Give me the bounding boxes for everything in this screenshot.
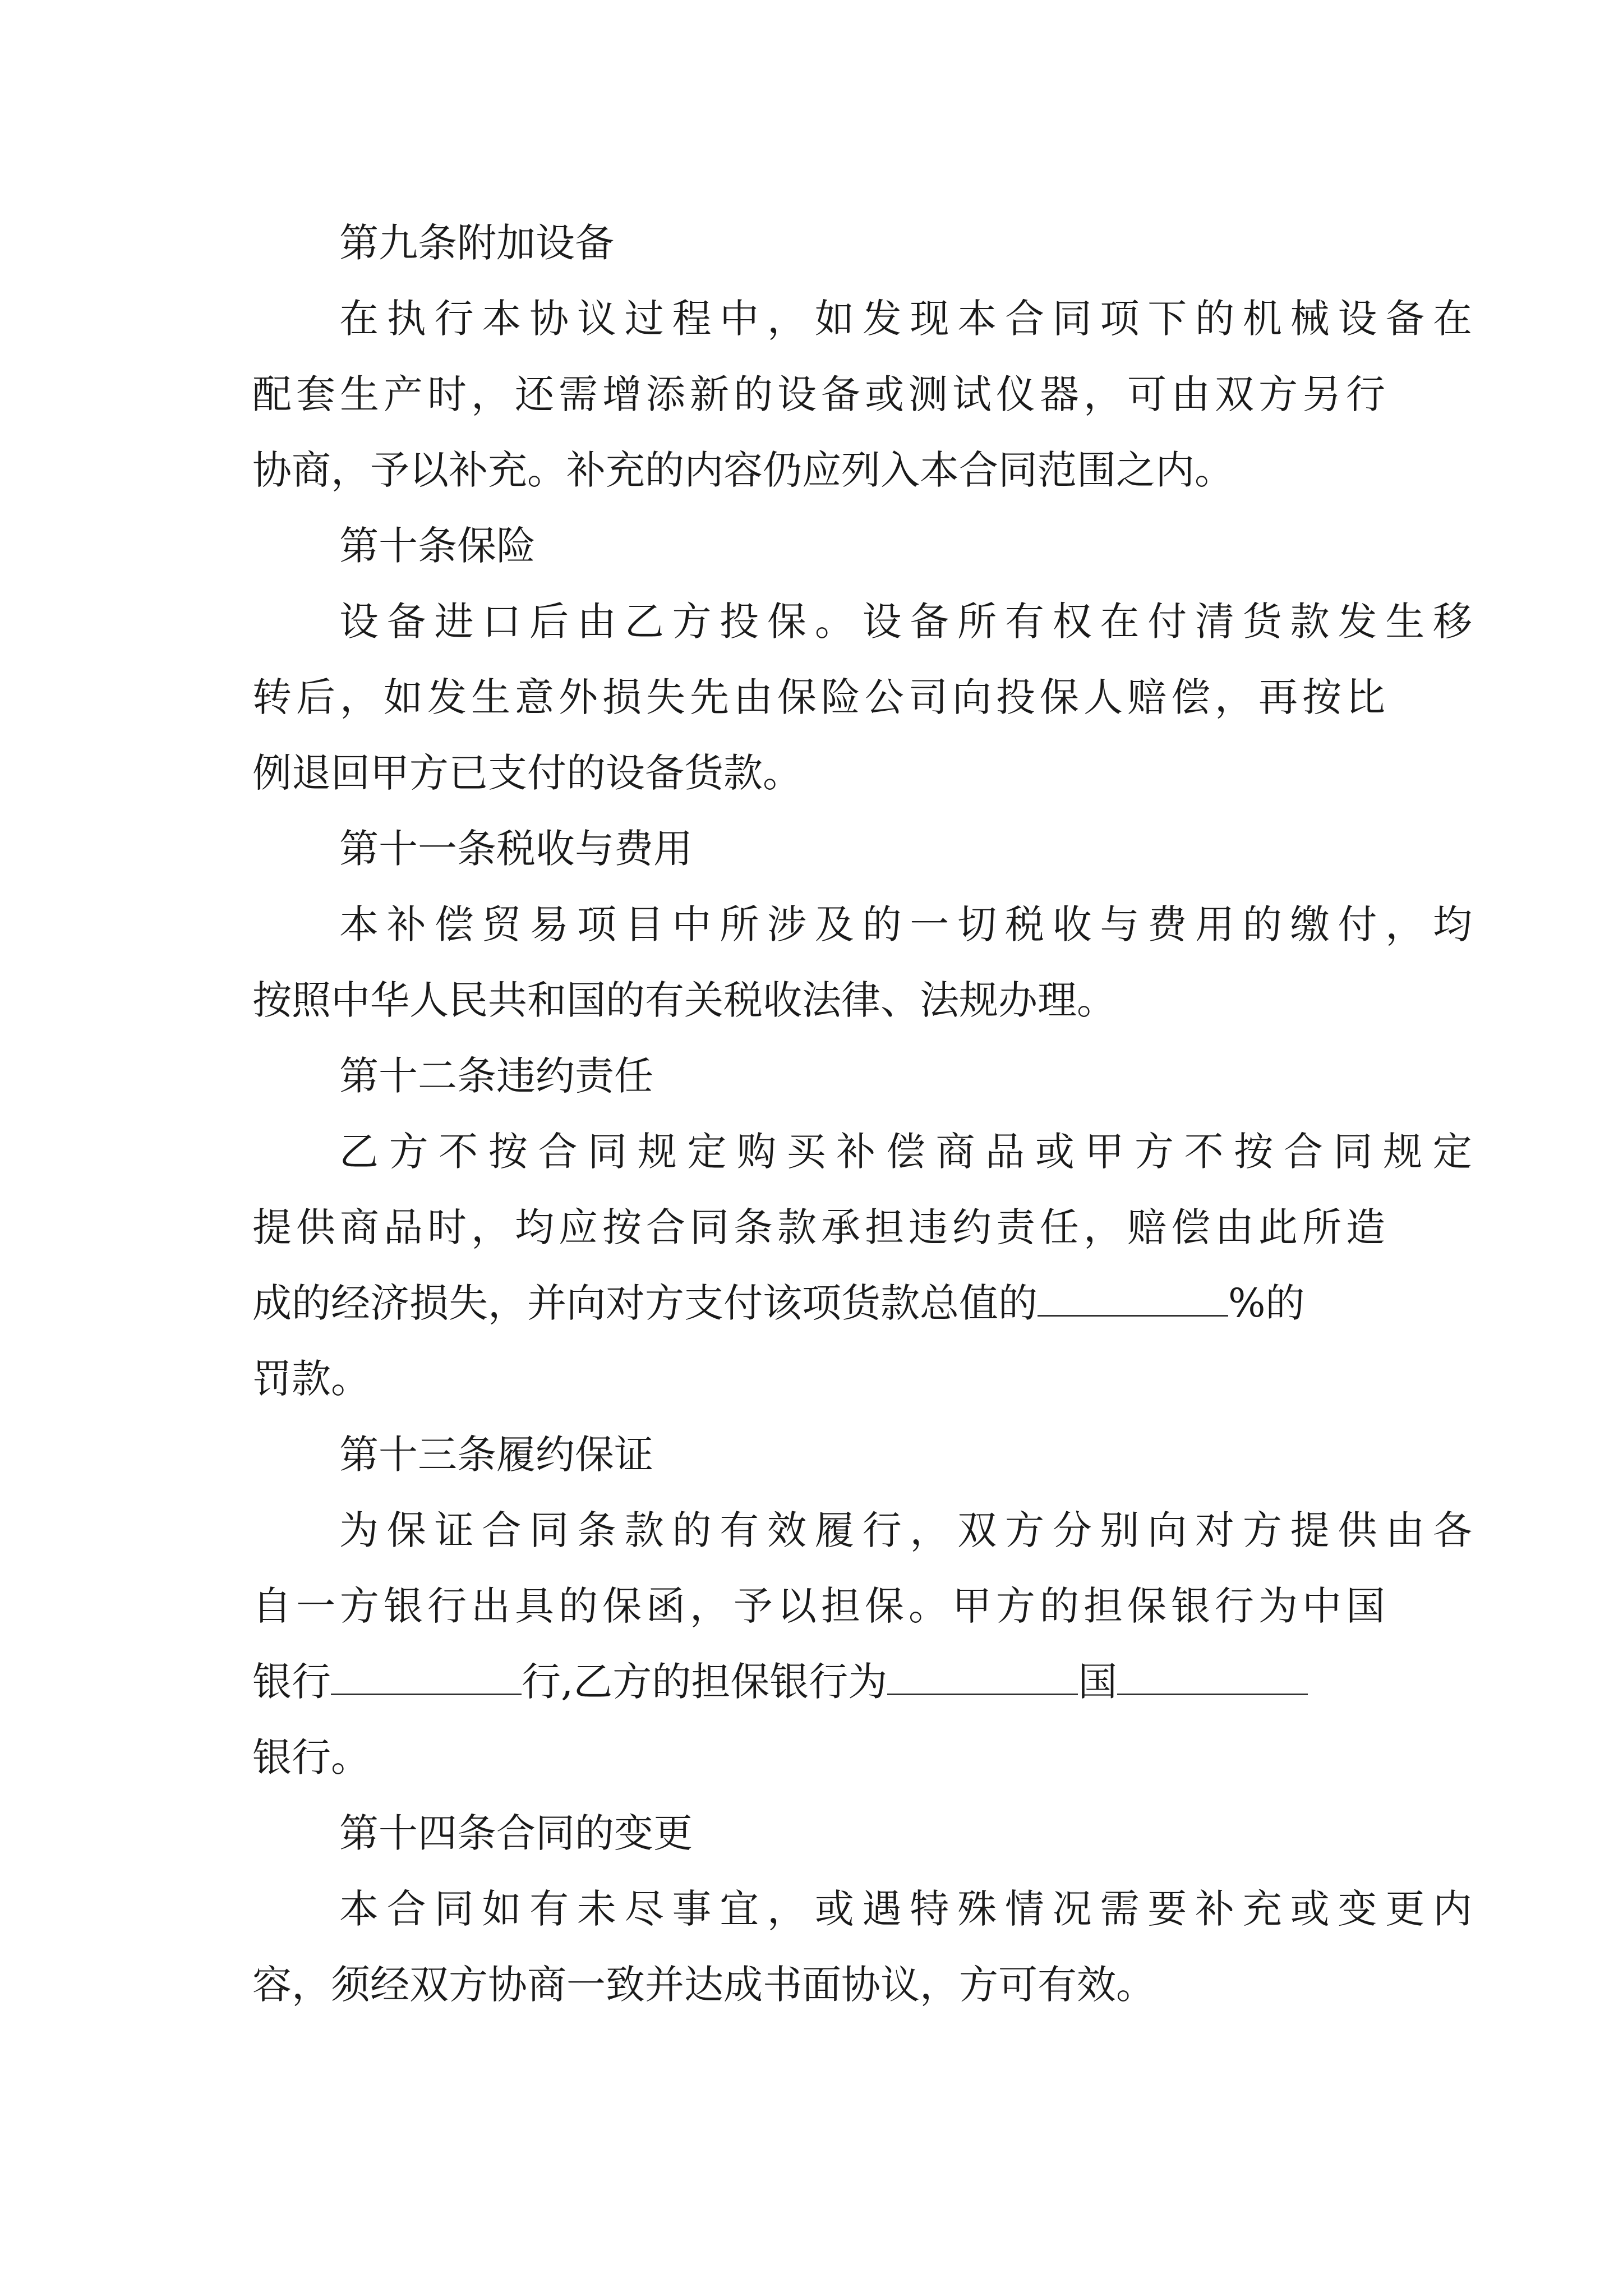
article-13-paragraph-line: 为 保 证 合 同 条 款 的 有 效 履 行 ， 双 方 分 别 向 对 方 提 供 由 各 <box>339 1507 1472 1553</box>
article-14-paragraph-line: 本 合 同 如 有 未 尽 事 宜 ， 或 遇 特 殊 情 况 需 要 补 充 或 变 更 内 <box>339 1886 1472 1932</box>
article-10-paragraph-line: 设 备 进 口 后 由 乙 方 投 保 。 设 备 所 有 权 在 付 清 货 款 发 生 移 <box>339 599 1472 645</box>
article-13-paragraph-line: 自 一 方 银 行 出 具 的 保 函 ， 予 以 担 保 。 甲 方 的 担 保 银 行 为 中 国 <box>252 1583 1385 1629</box>
article-12-paragraph-line: 罚款。 <box>252 1356 370 1402</box>
article-12-paragraph-line <box>252 1278 1385 1328</box>
article-12-heading: 第十二条违约责任 <box>339 1053 653 1099</box>
article-12-paragraph-line: 乙 方 不 按 合 同 规 定 购 买 补 偿 商 品 或 甲 方 不 按 合 同 规 定 <box>339 1129 1472 1175</box>
article-11-paragraph-line: 本 补 偿 贸 易 项 目 中 所 涉 及 的 一 切 税 收 与 费 用 的 缴 付 ， 均 <box>339 901 1472 947</box>
penalty-text-before: 成的经济损失，并向对方支付该项货款总值的 <box>252 1280 1038 1326</box>
article-13-paragraph-line: 银行。 <box>252 1734 370 1780</box>
article-13-heading: 第十三条履约保证 <box>339 1432 653 1478</box>
article-14-heading: 第十四条合同的变更 <box>339 1810 693 1856</box>
yi-bank-name-blank[interactable] <box>1117 1660 1308 1695</box>
article-9-heading: 第九条附加设备 <box>339 220 614 266</box>
penalty-text-after: %的 <box>1228 1280 1305 1326</box>
bank-text-1: 银行 <box>252 1659 331 1705</box>
article-12-paragraph-line: 提 供 商 品 时 ， 均 应 按 合 同 条 款 承 担 违 约 责 任 ， 赔 偿 由 此 所 造 <box>252 1204 1385 1250</box>
penalty-percent-blank[interactable] <box>1038 1281 1228 1317</box>
article-10-heading: 第十条保险 <box>339 523 536 569</box>
article-9-paragraph-line: 配 套 生 产 时 ， 还 需 增 添 新 的 设 备 或 测 试 仪 器 ， 可 由 双 方 另 行 <box>252 371 1385 417</box>
article-13-paragraph-line <box>252 1657 1385 1707</box>
bank-text-3: 国 <box>1078 1659 1118 1705</box>
article-9-paragraph-line: 协商，予以补充。补充的内容仍应列入本合同范围之内。 <box>252 447 1234 493</box>
article-10-paragraph-line: 例退回甲方已支付的设备货款。 <box>252 750 802 796</box>
article-11-heading: 第十一条税收与费用 <box>339 826 693 872</box>
article-14-paragraph-line: 容，须经双方协商一致并达成书面协议，方可有效。 <box>252 1962 1155 2008</box>
bank-text-2: 行,乙方的担保银行为 <box>522 1659 888 1705</box>
article-9-paragraph-line: 在 执 行 本 协 议 过 程 中 ， 如 发 现 本 合 同 项 下 的 机 械 设 备 在 <box>339 296 1472 342</box>
yi-bank-country-blank[interactable] <box>887 1660 1078 1695</box>
article-11-paragraph-line: 按照中华人民共和国的有关税收法律、法规办理。 <box>252 977 1116 1023</box>
article-10-paragraph-line: 转 后 ， 如 发 生 意 外 损 失 先 由 保 险 公 司 向 投 保 人 赔 偿 ， 再 按 比 <box>252 674 1385 720</box>
jia-bank-branch-blank[interactable] <box>331 1660 522 1695</box>
